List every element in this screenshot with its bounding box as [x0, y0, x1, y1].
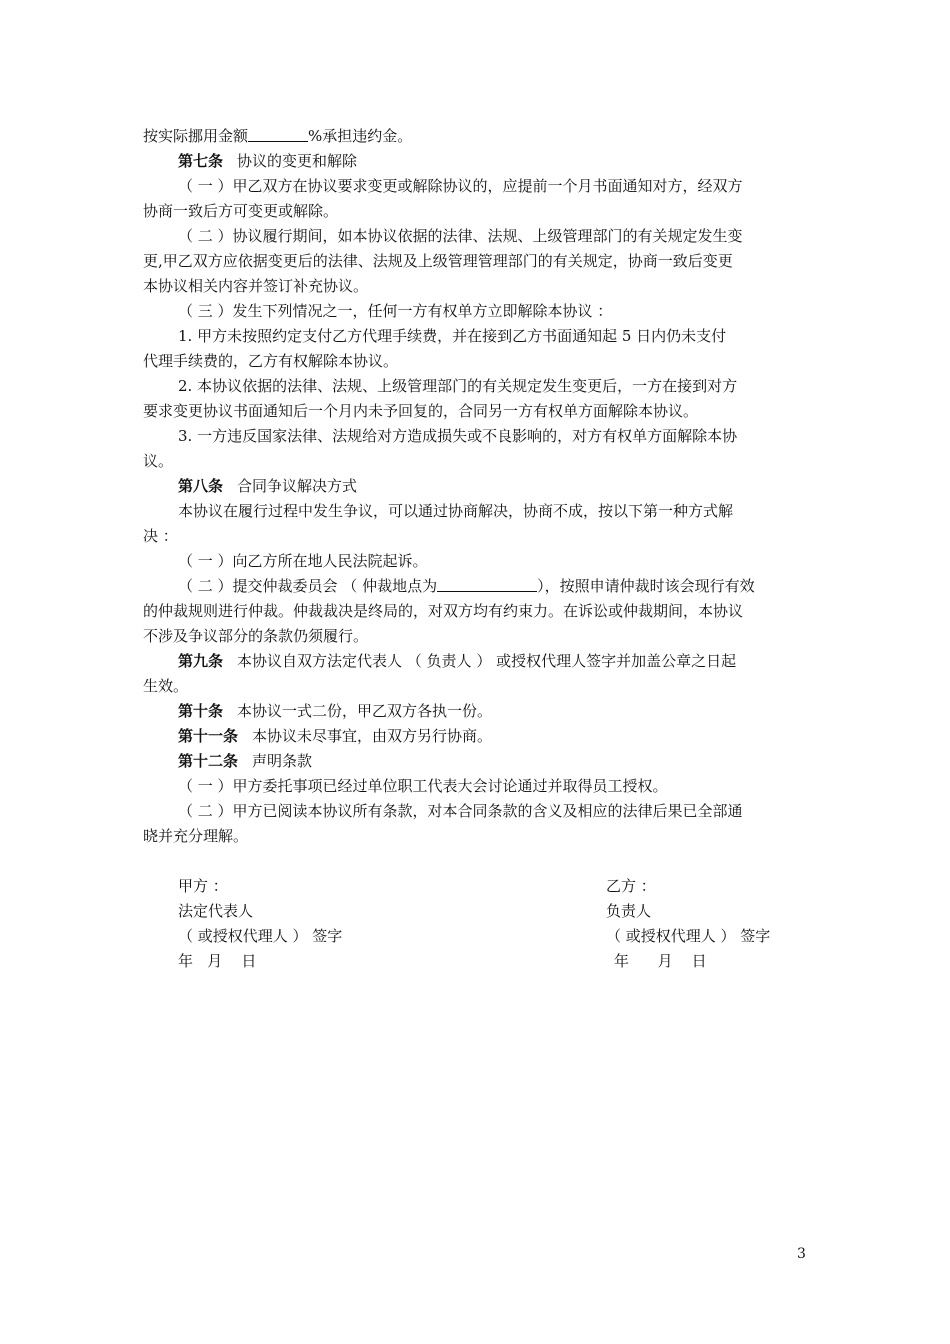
paragraph-line: （ 一 ）甲乙双方在协议要求变更或解除协议的，应提前一个月书面通知对方，经双方	[178, 177, 743, 195]
paragraph-line: 生效。	[143, 677, 189, 695]
party-a-representative: 法定代表人	[178, 902, 254, 920]
page-number: 3	[797, 1246, 806, 1262]
article-12-heading	[178, 749, 807, 773]
article-text: 本协议未尽事宜，由双方另行协商。	[252, 727, 493, 745]
paragraph-line: 1. 甲方未按照约定支付乙方代理手续费，并在接到乙方书面通知起 5 日内仍未支付	[178, 327, 727, 345]
party-b-representative: 负责人	[606, 902, 652, 920]
paragraph-line: 议。	[143, 452, 174, 470]
party-a-date: 年 月 日	[178, 952, 257, 970]
article-number: 第十二条	[178, 752, 239, 770]
article-number: 第八条	[178, 477, 224, 495]
paragraph-line: 3. 一方违反国家法律、法规给对方造成损失或不良影响的，对方有权单方面解除本协	[178, 427, 738, 445]
paragraph-line: 不涉及争议部分的条款仍须履行。	[143, 627, 369, 645]
paragraph-line: 晓并充分理解。	[143, 827, 249, 845]
paragraph-line: （ 一 ）向乙方所在地人民法院起诉。	[178, 552, 428, 570]
article-number: 第九条	[178, 652, 224, 670]
article-text: 本协议自双方法定代表人 （ 负责人 ） 或授权代理人签字并加盖公章之日起	[237, 652, 737, 670]
party-b-label: 乙方 ：	[606, 877, 656, 895]
party-a-label: 甲方 ：	[178, 877, 228, 895]
paragraph-line: 2. 本协议依据的法律、法规、上级管理部门的有关规定发生变更后，一方在接到对方	[178, 377, 738, 395]
paragraph-line	[178, 574, 807, 598]
paragraph-line: 的仲裁规则进行仲裁。仲裁裁决是终局的，对双方均有约束力。在诉讼或仲裁期间，本协议	[143, 602, 744, 620]
paragraph-line: 决 ：	[143, 527, 178, 545]
party-b-date: 年 月 日	[614, 952, 707, 970]
article-text: 本协议一式二份，甲乙双方各执一份。	[237, 702, 493, 720]
article-title: 合同争议解决方式	[237, 477, 358, 495]
paragraph-line: （ 一 ）甲方委托事项已经过单位职工代表大会讨论通过并取得员工授权。	[178, 777, 668, 795]
article-10-heading	[178, 699, 807, 723]
article-7-heading	[178, 149, 807, 173]
party-a-signature: （ 或授权代理人 ） 签字	[178, 927, 343, 945]
article-number: 第七条	[178, 152, 224, 170]
text: %承担违约金。	[308, 127, 413, 145]
party-b-signature: （ 或授权代理人 ） 签字	[606, 927, 771, 945]
paragraph-line: （ 三 ）发生下列情况之一，任何一方有权单方立即解除本协议 ：	[178, 302, 613, 320]
text: 按实际挪用金额	[143, 127, 249, 145]
article-title: 声明条款	[252, 752, 313, 770]
paragraph-line: 本协议在履行过程中发生争议，可以通过协商解决，协商不成，按以下第一种方式解	[178, 502, 734, 520]
fill-blank	[248, 126, 308, 142]
paragraph-line: （ 二 ）协议履行期间，如本协议依据的法律、法规、上级管理部门的有关规定发生变	[178, 227, 743, 245]
fill-blank	[437, 576, 537, 592]
paragraph-line: 代理手续费的，乙方有权解除本协议。	[143, 352, 399, 370]
article-number: 第十条	[178, 702, 224, 720]
article-title: 协议的变更和解除	[237, 152, 358, 170]
paragraph-line	[143, 124, 807, 148]
article-8-heading	[178, 474, 807, 498]
article-number: 第十一条	[178, 727, 239, 745]
article-9-heading	[178, 649, 807, 673]
paragraph-line: （ 二 ）甲方已阅读本协议所有条款，对本合同条款的含义及相应的法律后果已全部通	[178, 802, 743, 820]
paragraph-line: 本协议相关内容并签订补充协议。	[143, 277, 369, 295]
text: （ 二 ）提交仲裁委员会 （ 仲裁地点为	[178, 577, 438, 595]
paragraph-line: 要求变更协议书面通知后一个月内未予回复的，合同另一方有权单方面解除本协议。	[143, 402, 699, 420]
article-11-heading	[178, 724, 807, 748]
text: ），按照申请仲裁时该会现行有效	[537, 577, 755, 595]
paragraph-line: 更,甲乙双方应依据变更后的法律、法规及上级管理管理部门的有关规定，协商一致后变更	[143, 252, 733, 270]
paragraph-line: 协商一致后方可变更或解除。	[143, 202, 339, 220]
